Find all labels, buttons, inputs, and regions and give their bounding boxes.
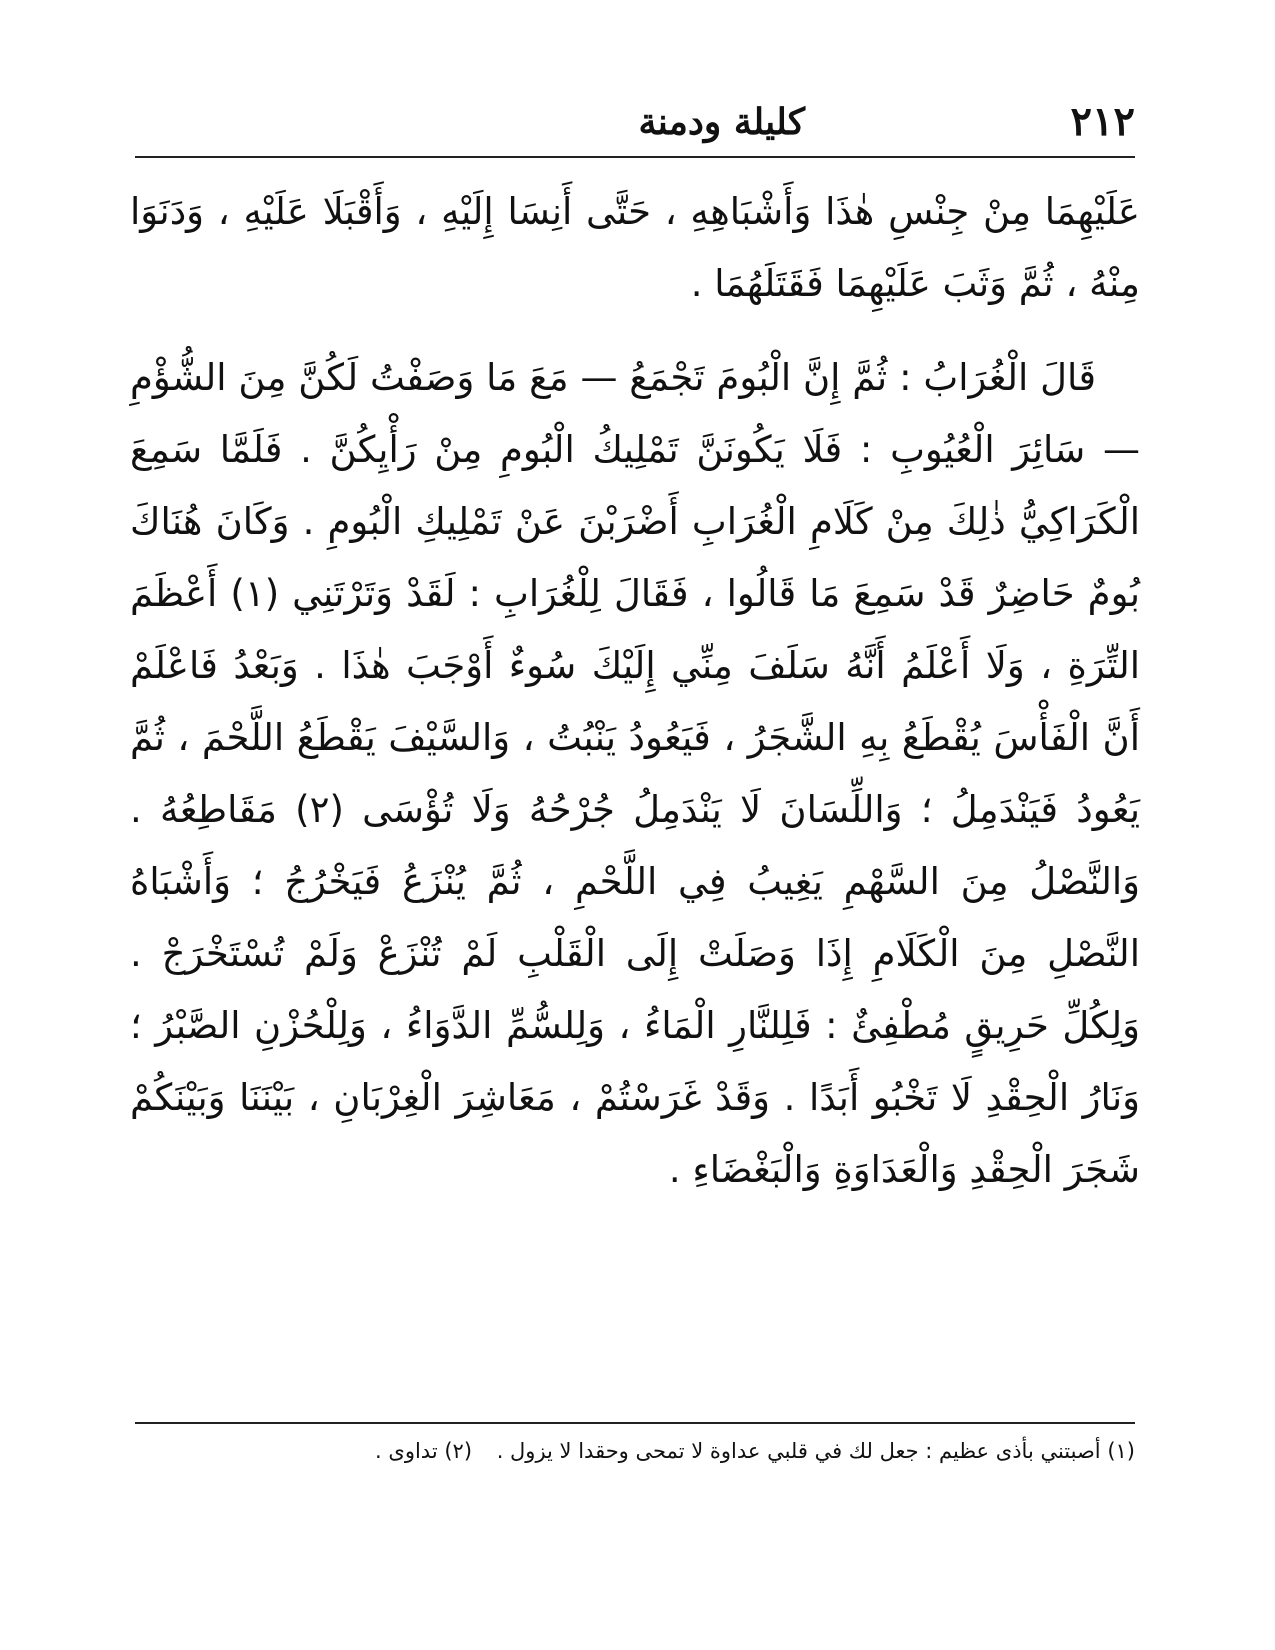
- footnotes: [135, 1434, 1135, 1468]
- body-text: [130, 176, 1140, 1206]
- page-header: [135, 92, 1135, 156]
- paragraph: قَالَ الْغُرَابُ : ثُمَّ إِنَّ الْبُومَ تَجْمَعُ — مَعَ مَا وَصَفْتُ لَكُنَّ مِنَ الشُّؤْمِ — سَائِرَ الْعُيُوبِ : فَلَا يَكُونَنَّ تَمْلِيكُ الْبُومِ مِنْ رَأْيِكُنَّ . فَلَمَّا سَمِعَ الْكَرَاكِيُّ ذٰلِكَ مِنْ كَلَامِ الْغُرَابِ أَضْرَبْنَ عَنْ تَمْلِيكِ الْبُومِ . وَكَانَ هُنَاكَ بُومٌ حَاضِرٌ قَدْ سَمِعَ مَا قَالُوا ، فَقَالَ لِلْغُرَابِ : لَقَدْ وَتَرْتَنِي (١) أَعْظَمَ التِّرَةِ ، وَلَا أَعْلَمُ أَنَّهُ سَلَفَ مِنِّي إِلَيْكَ سُوءٌ أَوْجَبَ هٰذَا . وَبَعْدُ فَاعْلَمْ أَنَّ الْفَأْسَ يُقْطَعُ بِهِ الشَّجَرُ ، فَيَعُودُ يَنْبُتُ ، وَالسَّيْفَ يَقْطَعُ اللَّحْمَ ، ثُمَّ يَعُودُ فَيَنْدَمِلُ ؛ وَاللِّسَانَ لَا يَنْدَمِلُ جُرْحُهُ وَلَا تُؤْسَى (٢) مَقَاطِعُهُ . وَالنَّصْلُ مِنَ السَّهْمِ يَغِيبُ فِي اللَّحْمِ ، ثُمَّ يُنْزَعُ فَيَخْرُجُ ؛ وَأَشْبَاهُ النَّصْلِ مِنَ الْكَلَامِ إِذَا وَصَلَتْ إِلَى الْقَلْبِ لَمْ تُنْزَعْ وَلَمْ تُسْتَخْرَجْ . وَلِكُلِّ حَرِيقٍ مُطْفِئٌ : فَلِلنَّارِ الْمَاءُ ، وَلِلسُّمِّ الدَّوَاءُ ، وَلِلْحُزْنِ الصَّبْرُ ؛ وَنَارُ الْحِقْدِ لَا تَخْبُو أَبَدًا . وَقَدْ غَرَسْتُمْ ، مَعَاشِرَ الْغِرْبَانِ ، بَيْنَنَا وَبَيْنَكُمْ شَجَرَ الْحِقْدِ وَالْعَدَاوَةِ وَالْبَغْضَاءِ .: [130, 356, 1141, 1191]
- footnote-1: (١) أصبتني بأذى عظيم : جعل لك في قلبي عداوة لا تمحى وحقدا لا يزول .: [496, 1439, 1135, 1463]
- page-number: ٢١٢: [1070, 98, 1135, 145]
- running-title: كليلة ودمنة: [638, 101, 805, 143]
- paragraph: عَلَيْهِمَا مِنْ جِنْسِ هٰذَا وَأَشْبَاهِهِ ، حَتَّى أَنِسَا إِلَيْهِ ، وَأَقْبَلَا عَلَيْهِ ، وَدَنَوَا مِنْهُ ، ثُمَّ وَثَبَ عَلَيْهِمَا فَقَتَلَهُمَا .: [130, 190, 1140, 305]
- header-rule: [135, 156, 1135, 158]
- footnote-rule: [135, 1422, 1135, 1424]
- footnote-2: (٢) تداوى .: [375, 1439, 473, 1463]
